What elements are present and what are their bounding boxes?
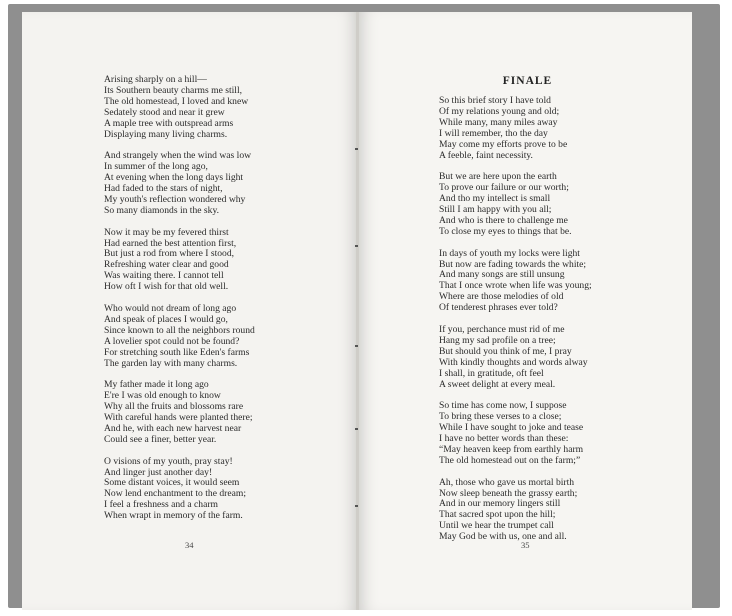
poem-line: But now are fading towards the white; [439, 258, 587, 270]
poem-line: Who would not dream of long ago [104, 302, 237, 314]
stanza [439, 249, 592, 314]
poem-line: May come my efforts prove to be [439, 138, 568, 150]
poem-line: When wrapt in memory of the farm. [104, 510, 243, 522]
poem-line: Of tenderest phrases ever told? [439, 302, 558, 314]
binding-stitch [355, 505, 358, 507]
poem-line: Hang my sad profile on a tree; [439, 334, 556, 346]
poem-line: Some distant voices, it would seem [104, 477, 240, 489]
binding-stitch [355, 245, 358, 247]
binding-stitch [355, 345, 358, 347]
poem-line: Where are those melodies of old [439, 291, 564, 303]
stanza [104, 75, 255, 140]
poem-line: My youth's reflection wondered why [104, 193, 246, 205]
poem-line: In days of youth my locks were light [439, 247, 580, 259]
poem-line: To prove our failure or our worth; [439, 182, 569, 194]
poem-line: The old homestead out on the farm;” [439, 454, 581, 466]
stanza [104, 151, 255, 216]
poem-line: Ah, those who gave us mortal birth [439, 476, 575, 488]
poem-line: Could see a finer, better year. [104, 433, 217, 445]
poem-line: Since known to all the neighbors round [104, 324, 255, 336]
poem-line: Refreshing water clear and good [104, 259, 229, 271]
binding-stitch [355, 428, 358, 430]
poem-line: A lovelier spot could not be found? [104, 335, 240, 347]
poem-line: Was waiting there. I cannot tell [104, 270, 224, 282]
poem-line: Had faded to the stars of night, [104, 183, 223, 195]
poem-line: With careful hands were planted there; [104, 412, 253, 424]
poem-line: My father made it long ago [104, 379, 209, 391]
poem-line: A maple tree with outspread arms [104, 117, 234, 129]
poem-line: To bring these verses to a close; [439, 411, 562, 423]
right-poem [439, 96, 592, 543]
page-number: 35 [521, 540, 530, 550]
binding-stitch [355, 148, 358, 150]
poem-line: But just a rod from where I stood, [104, 248, 235, 260]
book-gutter [356, 12, 359, 610]
stanza [104, 228, 255, 293]
poem-line: Had earned the best attention first, [104, 237, 237, 249]
left-poem [104, 75, 255, 522]
poem-line: I will remember, tho the day [439, 127, 548, 139]
poem-line: O visions of my youth, pray stay! [104, 455, 233, 467]
poem-line: How oft I wish for that old well. [104, 281, 229, 293]
poem-line: Displaying many living charms. [104, 128, 228, 140]
poem-line: And tho my intellect is small [439, 193, 551, 205]
stanza [104, 380, 255, 445]
poem-line: And strangely when the wind was low [104, 150, 252, 162]
poem-line: If you, perchance must rid of me [439, 323, 565, 335]
poem-line: At evening when the long days light [104, 172, 244, 184]
poem-line: And he, with each new harvest near [104, 422, 242, 434]
stanza [439, 478, 592, 543]
poem-line: And linger just another day! [104, 466, 213, 478]
poem-line: Now lend enchantment to the dream; [104, 488, 246, 500]
poem-line: I shall, in gratitude, oft feel [439, 367, 544, 379]
poem-line: Its Southern beauty charms me still, [104, 84, 243, 96]
poem-line: In summer of the long ago, [104, 161, 208, 173]
poem-line: Sedately stood and near it grew [104, 106, 225, 118]
poem-line: While many, many miles away [439, 116, 558, 128]
stanza [439, 96, 592, 161]
stanza [104, 304, 255, 369]
poem-line: A sweet delight at every meal. [439, 378, 556, 390]
poem-line: But should you think of me, I pray [439, 345, 572, 357]
poem-line: I feel a freshness and a charm [104, 499, 219, 511]
poem-line: The old homestead, I loved and knew [104, 95, 249, 107]
page-title: FINALE [502, 75, 553, 87]
stanza [104, 457, 255, 522]
poem-line: A feeble, faint necessity. [439, 149, 533, 161]
poem-line: While I have sought to joke and tease [439, 422, 584, 434]
poem-line: Now sleep beneath the grassy earth; [439, 487, 578, 499]
poem-line: So time has come now, I suppose [439, 400, 567, 412]
poem-line: That I once wrote when life was young; [439, 280, 592, 292]
poem-line: But we are here upon the earth [439, 171, 557, 183]
poem-line: For stretching south like Eden's farms [104, 346, 250, 358]
stanza [439, 401, 592, 466]
poem-line: Now it may be my fevered thirst [104, 226, 229, 238]
poem-line: And in our memory lingers still [439, 498, 561, 510]
poem-line: May God be with us, one and all. [439, 531, 567, 543]
poem-line: Arising sharply on a hill— [104, 74, 207, 85]
stanza [439, 325, 592, 390]
poem-line: Of my relations young and old; [439, 105, 560, 117]
poem-line: Why all the fruits and blossoms rare [104, 401, 244, 413]
page-number: 34 [185, 540, 194, 550]
poem-line: I have no better words than these: [439, 433, 569, 445]
poem-line: With kindly thoughts and words alway [439, 356, 588, 368]
poem-line: “May heaven keep from earthly harm [439, 443, 584, 455]
poem-line: And speak of places I would go, [104, 313, 228, 325]
poem-line: To close my eyes to things that be. [439, 225, 572, 237]
poem-line: So many diamonds in the sky. [104, 204, 220, 216]
poem-line: Still I am happy with you all; [439, 204, 552, 216]
poem-line: And who is there to challenge me [439, 214, 568, 226]
poem-line: So this brief story I have told [439, 95, 551, 106]
poem-line: Until we hear the trumpet call [439, 520, 554, 532]
poem-line: The garden lay with many charms. [104, 357, 238, 369]
poem-line: That sacred spot upon the hill; [439, 509, 556, 521]
poem-line: And many songs are still unsung [439, 269, 565, 281]
poem-line: E're I was old enough to know [104, 390, 221, 402]
stanza [439, 172, 592, 237]
